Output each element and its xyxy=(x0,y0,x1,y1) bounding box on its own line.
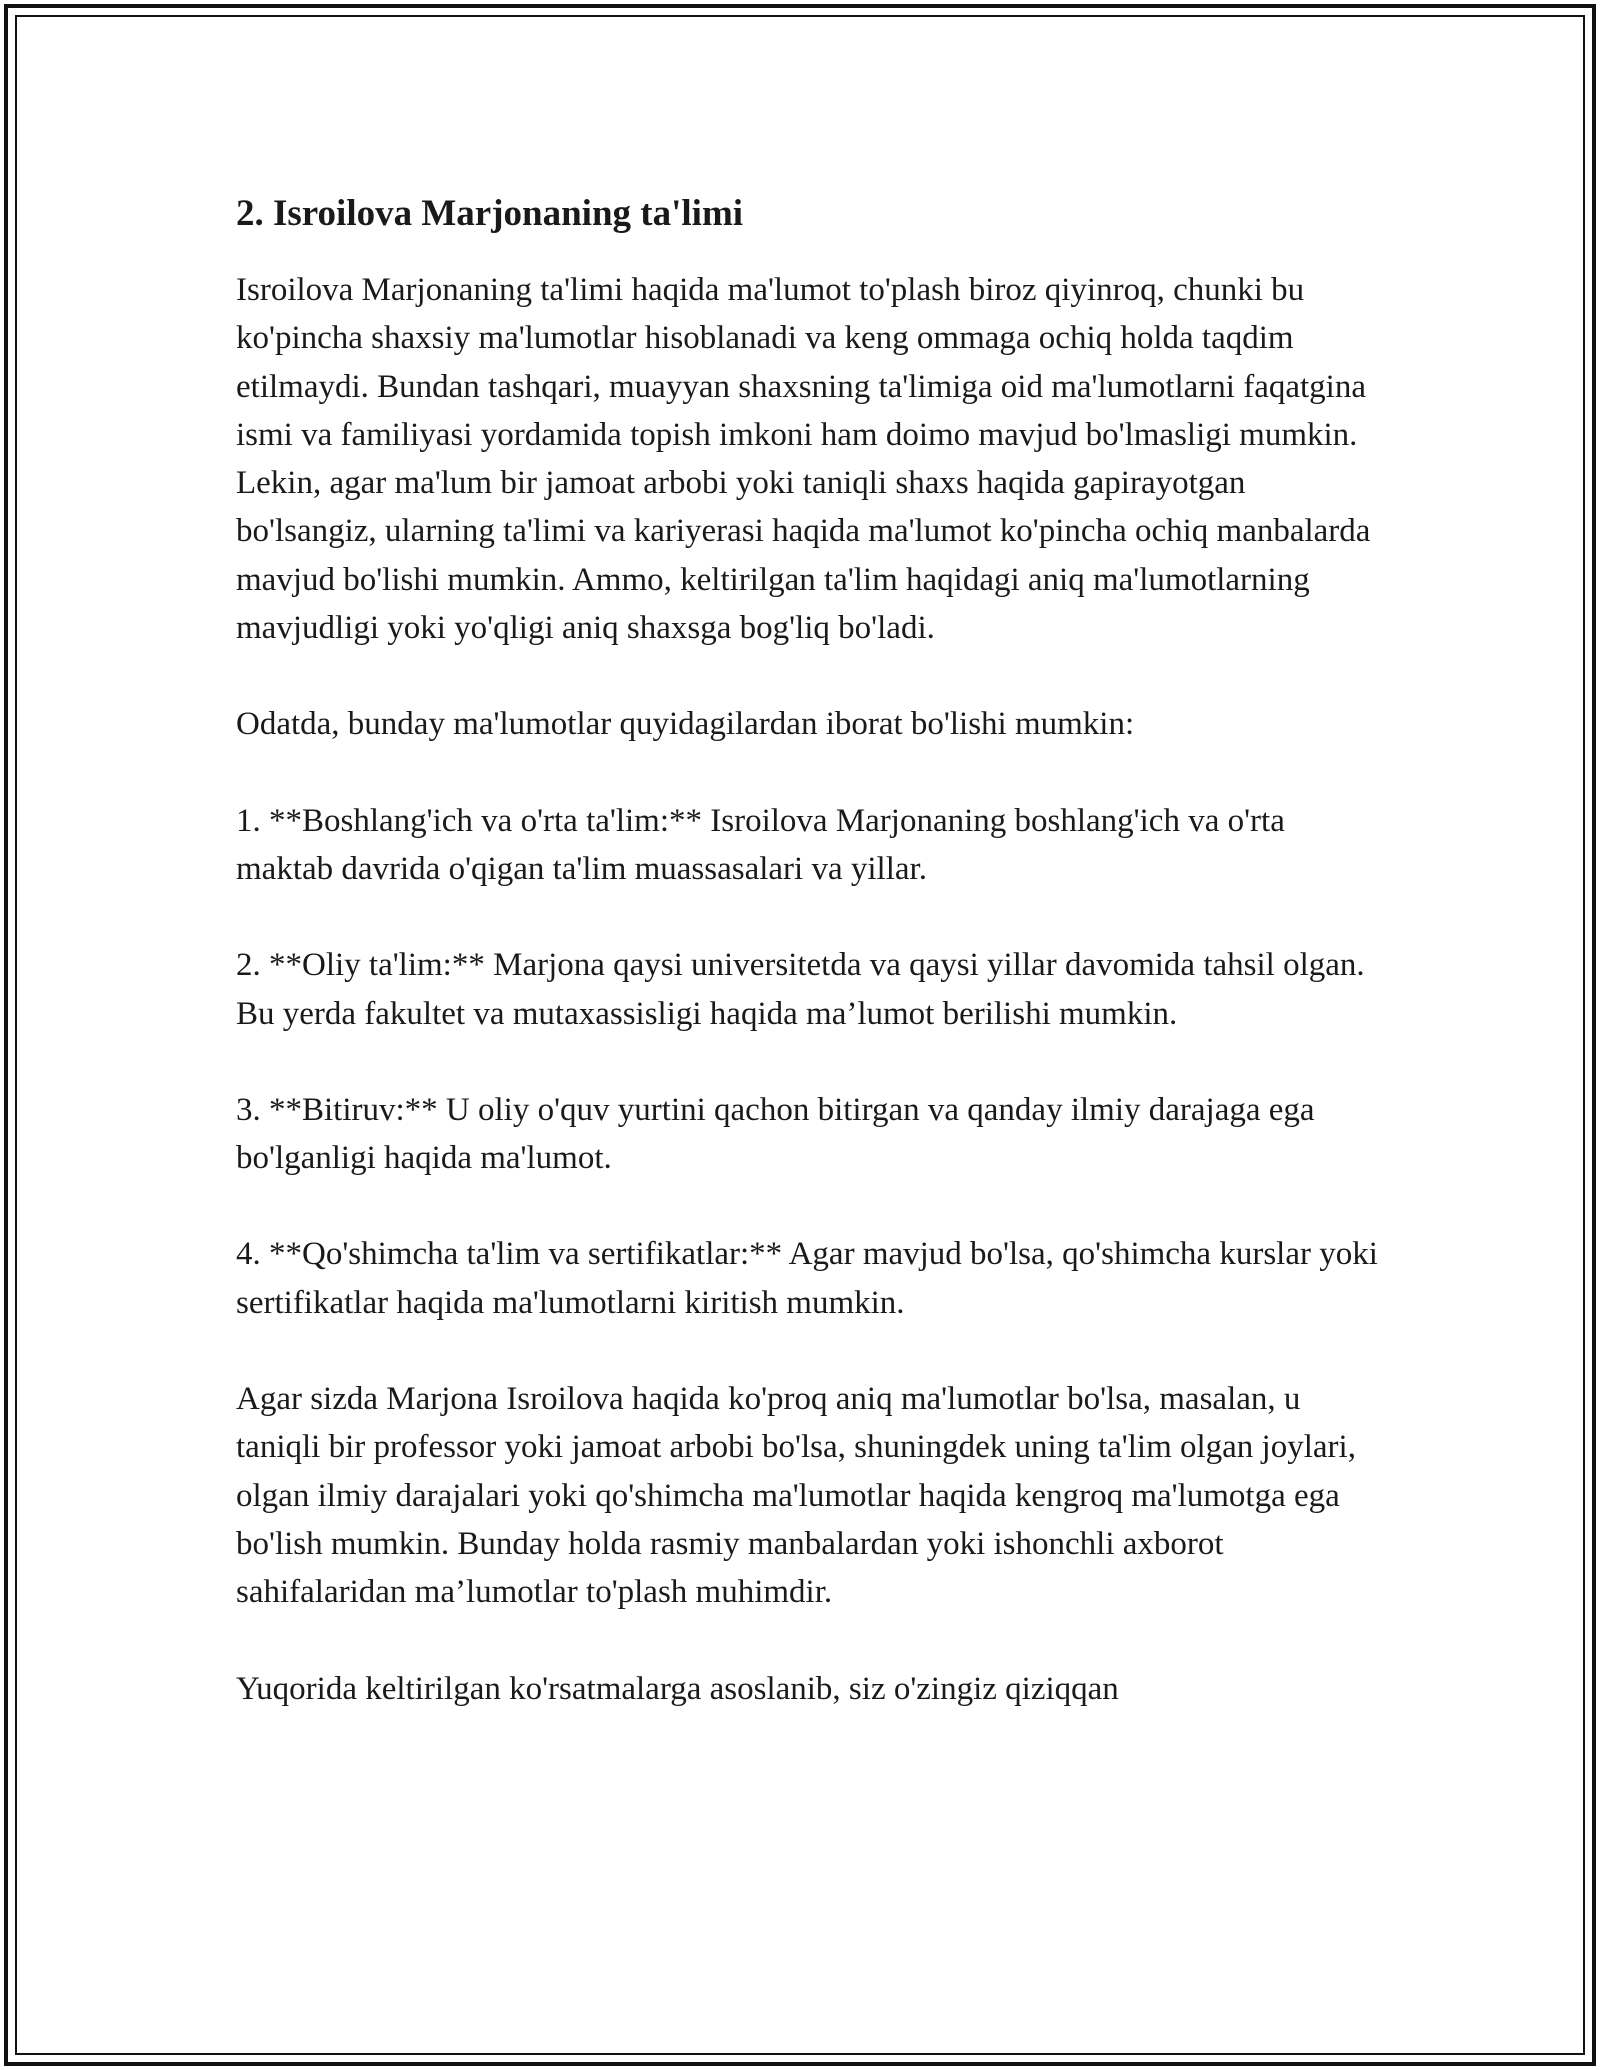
intro-paragraph: Isroilova Marjonaning ta'limi haqida ma'lumot to'plash biroz qiyinroq, chunki bu ko'pincha shaxsiy ma'lumotlar hisoblanadi va keng ommaga ochiq holda taqdim etilmaydi. Bundan tashqari, muayyan shaxsning ta'limiga oid ma'lumotlarni faqatgina ismi va familiyasi yordamida topish imkoni ham doimo mavjud bo'lmasligi mumkin. Lekin, agar ma'lum bir jamoat arbobi yoki taniqli shaxs haqida gapirayotgan bo'lsangiz, ularning ta'limi va kariyerasi haqida ma'lumot ko'pincha ochiq manbalarda mavjud bo'lishi mumkin. Ammo, keltirilgan ta'lim haqidagi aniq ma'lumotlarning mavjudligi yoki yo'qligi aniq shaxsga bog'liq bo'ladi. xyxy=(236,272,1371,647)
closing-paragraph: Yuqorida keltirilgan ko'rsatmalarga asoslanib, siz o'zingiz qiziqqan xyxy=(236,1670,1119,1707)
list-item-higher-education: 2. **Oliy ta'lim:** Marjona qaysi universitetda va qaysi yillar davomida tahsil olgan. Bu yerda fakultet va mutaxassisligi haqida ma’lumot berilishi mumkin. xyxy=(236,947,1365,1032)
list-item-graduation: 3. **Bitiruv:** U oliy o'quv yurtini qachon bitirgan va qanday ilmiy darajaga ega bo'lganligi haqida ma'lumot. xyxy=(236,1091,1315,1177)
list-item-additional-education: 4. **Qo'shimcha ta'lim va sertifikatlar:** Agar mavjud bo'lsa, qo'shimcha kurslar yoki sertifikatlar haqida ma'lumotlarni kiritish mumkin. xyxy=(236,1236,1378,1321)
section-heading: 2. Isroilova Marjonaning ta'limi xyxy=(236,193,744,234)
list-item-primary-education: 1. **Boshlang'ich va o'rta ta'lim:** Isroilova Marjonaning boshlang'ich va o'rta maktab davrida o'qigan ta'lim muassasalari va yillar. xyxy=(236,802,1285,887)
document-body xyxy=(236,186,1386,1761)
additional-info-paragraph: Agar sizda Marjona Isroilova haqida ko'proq aniq ma'lumotlar bo'lsa, masalan, u taniqli bir professor yoki jamoat arbobi bo'lsa, shuningdek uning ta'lim olgan joylari, olgan ilmiy darajalari yoki qo'shimcha ma'lumotlar haqida kengroq ma'lumotga ega bo'lish mumkin. Bunday holda rasmiy manbalardan yoki ishonchli axborot sahifalaridan ma’lumotlar to'plash muhimdir. xyxy=(236,1381,1356,1611)
list-intro-paragraph: Odatda, bunday ma'lumotlar quyidagilardan iborat bo'lishi mumkin: xyxy=(236,706,1135,743)
